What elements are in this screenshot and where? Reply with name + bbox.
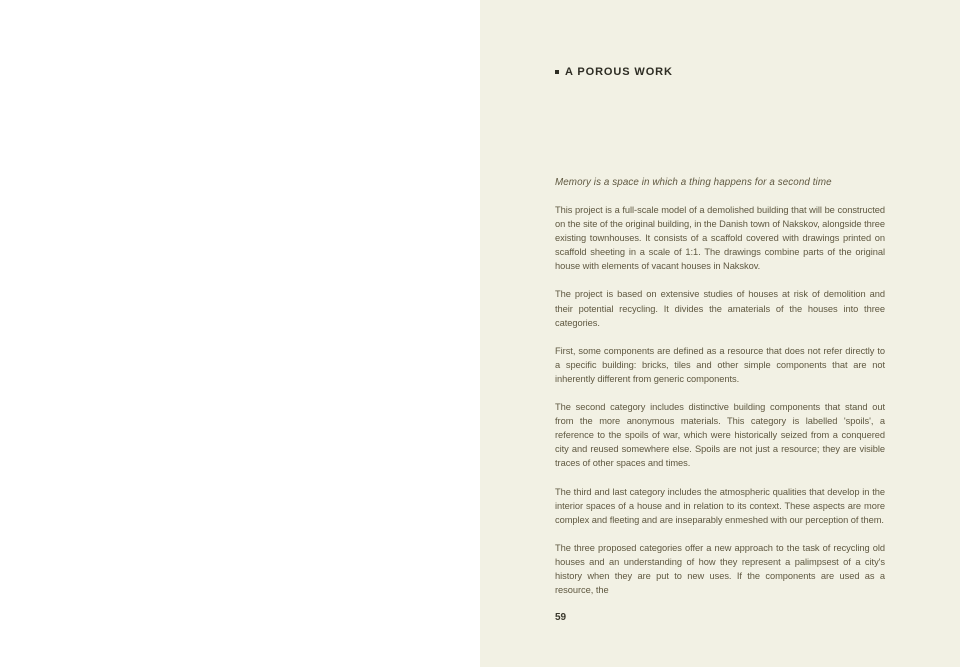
paragraph: The third and last category includes the atmospheric qualities that develop in the interior spaces of a house and in relation to its context. These aspects are more complex and fleeting and are inseparably enmeshed with our perception of them. xyxy=(555,486,885,525)
right-page xyxy=(480,0,960,667)
chapter-title xyxy=(555,66,895,78)
paragraph: The three proposed categories offer a new approach to the task of recycling old houses and an understanding of how they represent a palimpsest of a city's history when they are put to new uses. If the components are used as a resource, the xyxy=(555,542,885,596)
epigraph: Memory is a space in which a thing happens for a second time xyxy=(555,177,832,188)
body-text xyxy=(555,203,885,611)
page-number: 59 xyxy=(555,612,567,623)
paragraph: This project is a full-scale model of a demolished building that will be constructed on the site of the original building, in the Danish town of Nakskov, alongside three existing townhouses. It consists of a scaffold covered with drawings printed on scaffold sheeting in a scale of 1:1. The drawings combine parts of the original house with elements of vacant houses in Nakskov. xyxy=(555,205,886,272)
paragraph: First, some components are defined as a resource that does not refer directly to a specific building: bricks, tiles and other simple components that are not inherently different from generic components. xyxy=(555,345,885,384)
square-bullet-icon xyxy=(555,70,559,74)
paragraph: The second category includes distinctive building components that stand out from the more anonymous materials. This category is labelled 'spoils', a reference to the spoils of war, which were historically seized from a conquered city and reused somewhere else. Spoils are not just a resource; they are visible traces of other spaces and times. xyxy=(555,402,885,469)
paragraph: The project is based on extensive studies of houses at risk of demolition and their potential recycling. It divides the amaterials of the houses into three categories. xyxy=(555,289,885,328)
chapter-title-text: A POROUS WORK xyxy=(565,66,673,78)
